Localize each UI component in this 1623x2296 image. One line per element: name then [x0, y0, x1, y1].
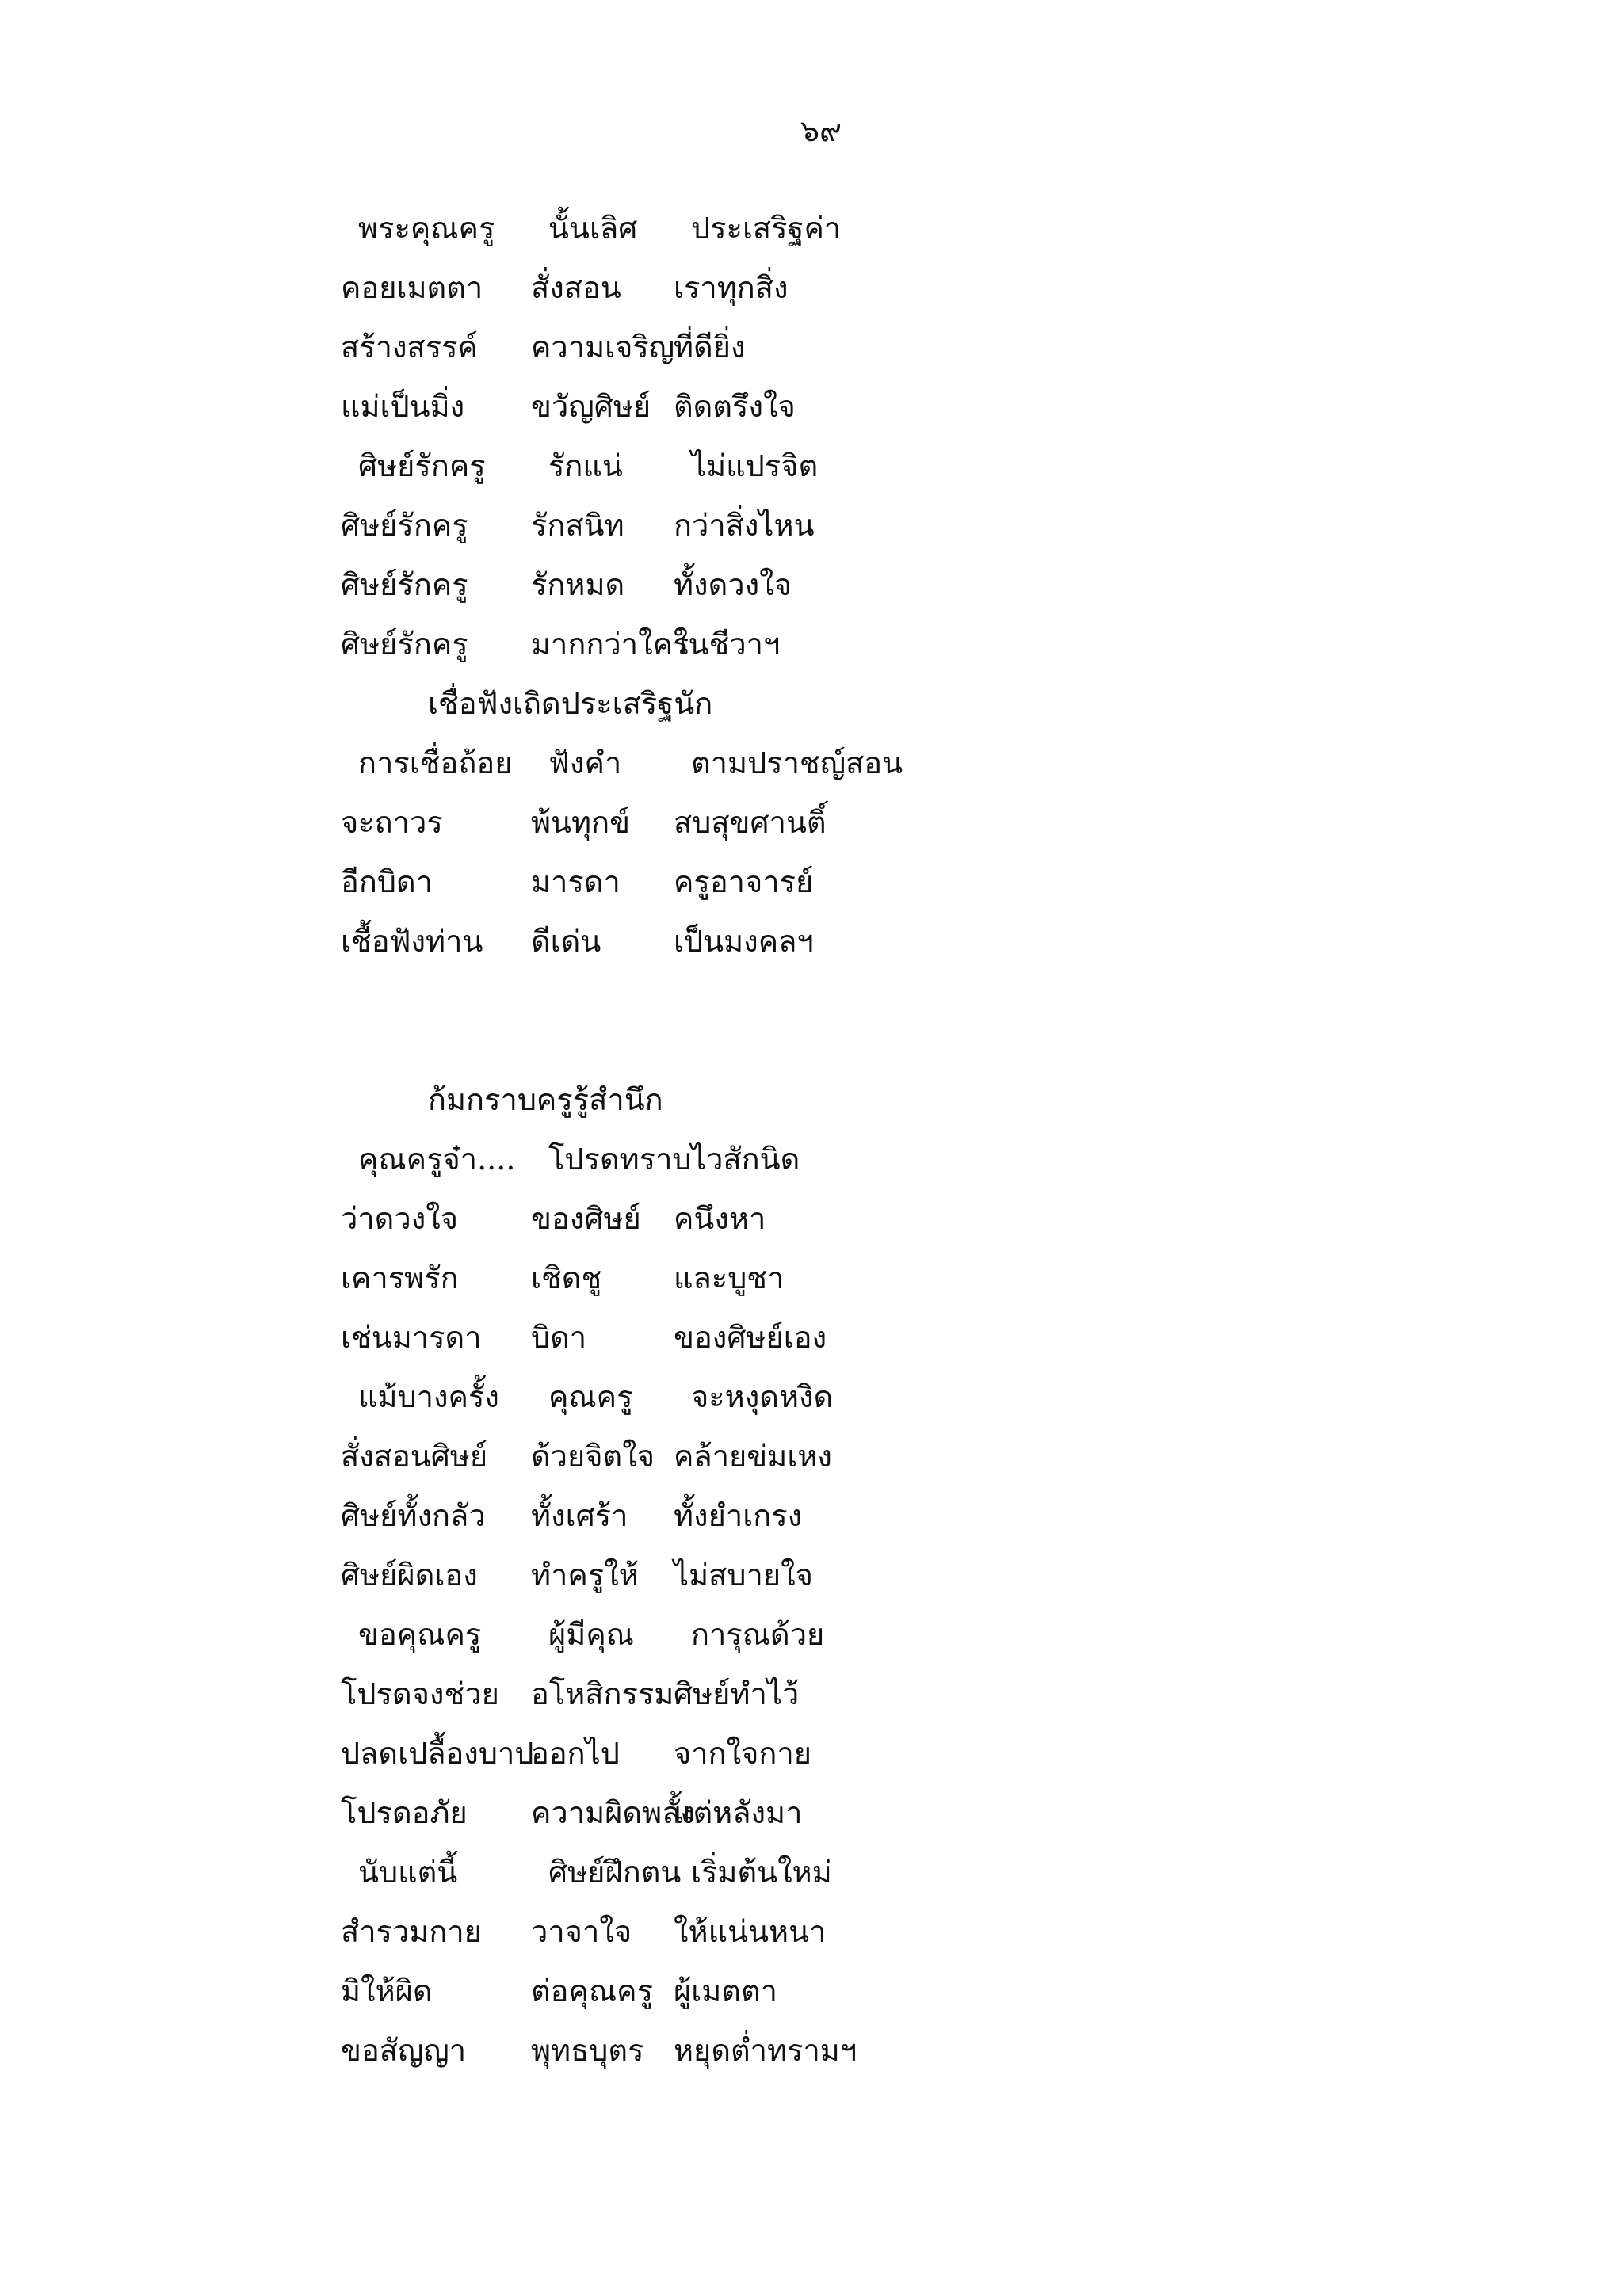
verse-phrase: ฟังคำ: [548, 746, 622, 780]
verse-phrase: ไม่สบายใจ: [674, 1558, 813, 1592]
verse-phrase: สำรวมกาย: [341, 1914, 482, 1949]
verse-phrase: ของศิษย์: [531, 1201, 641, 1236]
verse-phrase: ไม่แปรจิต: [691, 448, 819, 483]
verse-phrase: ของศิษย์เอง: [674, 1320, 827, 1355]
verse-phrase: ผู้เมตตา: [674, 1974, 777, 2008]
verse-phrase: ด้วยจิตใจ: [531, 1439, 655, 1474]
verse-phrase: เราทุกสิ่ง: [674, 270, 789, 305]
verse-phrase: ศิษย์รักครู: [341, 508, 468, 543]
verse-phrase: คอยเมตตา: [341, 270, 483, 305]
verse-phrase: มารดา: [531, 864, 621, 899]
verse-phrase: จากใจกาย: [674, 1736, 812, 1771]
verse-phrase: เชิดชู: [531, 1261, 602, 1295]
verse-phrase: ขวัญศิษย์: [531, 389, 651, 424]
verse-phrase: พระคุณครู: [358, 211, 495, 246]
verse-phrase: มิให้ผิด: [341, 1974, 433, 2008]
verse-phrase: สั่งสอน: [531, 270, 621, 305]
verse-phrase: คุณครู: [548, 1379, 633, 1414]
verse-phrase: ศิษย์ทั้งกลัว: [341, 1498, 486, 1533]
verse-phrase: ศิษย์รักครู: [341, 567, 468, 602]
verse-phrase: ขอสัญญา: [341, 2033, 467, 2068]
verse-phrase: นับแต่นี้: [358, 1855, 458, 1890]
verse-phrase: ดีเด่น: [531, 924, 601, 959]
verse-phrase: ให้แน่นหนา: [674, 1914, 827, 1949]
verse-phrase: ความเจริญ: [531, 330, 675, 364]
verse-phrase: ความผิดพลั้ง: [531, 1795, 695, 1830]
verse-phrase: ศิษย์รักครู: [341, 627, 468, 662]
verse-phrase: คนึงหา: [674, 1201, 766, 1236]
verse-phrase: แม้บางครั้ง: [358, 1379, 499, 1414]
verse-phrase: สร้างสรรค์: [341, 330, 478, 364]
verse-phrase: การุณด้วย: [691, 1617, 825, 1652]
verse-phrase: บิดา: [531, 1320, 587, 1355]
verse-phrase: รักสนิท: [531, 508, 624, 543]
verse-phrase: ออกไป: [531, 1736, 620, 1771]
verse-phrase: พุทธบุตร: [531, 2033, 644, 2068]
verse-phrase: และบูชา: [674, 1261, 785, 1295]
verse-phrase: หยุดต่ำทรามฯ: [674, 2033, 857, 2068]
verse-phrase: ทำครูให้: [531, 1558, 639, 1592]
verse-phrase: ปลดเปลื้องบาป: [341, 1736, 534, 1771]
verse-phrase: คุณครูจ๋า....: [358, 1142, 516, 1177]
verse-phrase: ศิษย์ฝึกตน: [548, 1855, 682, 1890]
page-number: ๖๙: [800, 113, 842, 148]
verse-phrase: มากกว่าใคร: [531, 627, 689, 662]
verse-phrase: แต่หลังมา: [674, 1795, 803, 1830]
verse-phrase: เป็นมงคลฯ: [674, 924, 814, 959]
verse-phrase: ศิษย์ทำไว้: [674, 1676, 800, 1711]
verse-phrase: ครูอาจารย์: [674, 864, 814, 899]
verse-phrase: รักหมด: [531, 567, 625, 602]
verse-phrase: เคารพรัก: [341, 1261, 459, 1295]
verse-phrase: นั้นเลิศ: [548, 211, 638, 246]
verse-phrase: ทั้งเศร้า: [531, 1498, 628, 1533]
verse-phrase: คล้ายข่มเหง: [674, 1439, 832, 1474]
poem-title: ก้มกราบครูรู้สำนึก: [428, 1082, 663, 1117]
verse-phrase: ประเสริฐค่า: [691, 211, 842, 246]
verse-phrase: ผู้มีคุณ: [548, 1617, 634, 1652]
verse-phrase: ที่ดียิ่ง: [674, 330, 746, 364]
verse-phrase: อโหสิกรรม: [531, 1676, 674, 1711]
verse-phrase: ตามปราชญ์สอน: [691, 746, 903, 780]
verse-phrase: แม่เป็นมิ่ง: [341, 389, 465, 424]
verse-phrase: ในชีวาฯ: [674, 627, 781, 662]
verse-phrase: อีกบิดา: [341, 864, 433, 899]
verse-phrase: สบสุขศานติ์: [674, 805, 827, 840]
verse-phrase: การเชื่อถ้อย: [358, 746, 513, 780]
verse-phrase: วาจาใจ: [531, 1914, 632, 1949]
verse-phrase: ขอคุณครู: [358, 1617, 482, 1652]
verse-phrase: สั่งสอนศิษย์: [341, 1439, 488, 1474]
verse-phrase: รักแน่: [548, 448, 623, 483]
verse-phrase: ทั้งดวงใจ: [674, 567, 792, 602]
verse-phrase: จะหงุดหงิด: [691, 1379, 834, 1414]
verse-phrase: ศิษย์ผิดเอง: [341, 1558, 478, 1592]
verse-phrase: ต่อคุณครู: [531, 1974, 654, 2008]
verse-phrase: เริ่มต้นใหม่: [691, 1855, 832, 1890]
verse-phrase: โปรดจงช่วย: [341, 1676, 499, 1711]
verse-phrase: ศิษย์รักครู: [358, 448, 486, 483]
verse-phrase: ทั้งยำเกรง: [674, 1498, 803, 1533]
verse-phrase: โปรดทราบ: [548, 1142, 692, 1177]
verse-phrase: ไวสักนิด: [691, 1142, 800, 1177]
verse-phrase: โปรดอภัย: [341, 1795, 468, 1830]
verse-phrase: เช่นมารดา: [341, 1320, 482, 1355]
poem-title: เชื่อฟังเถิดประเสริฐนัก: [428, 686, 713, 721]
verse-phrase: เชื้อฟังท่าน: [341, 924, 483, 959]
verse-phrase: กว่าสิ่งไหน: [674, 508, 815, 543]
verse-phrase: พ้นทุกข์: [531, 805, 631, 840]
verse-phrase: ว่าดวงใจ: [341, 1201, 459, 1236]
verse-phrase: ติดตรึงใจ: [674, 389, 796, 424]
verse-phrase: จะถาวร: [341, 805, 443, 840]
